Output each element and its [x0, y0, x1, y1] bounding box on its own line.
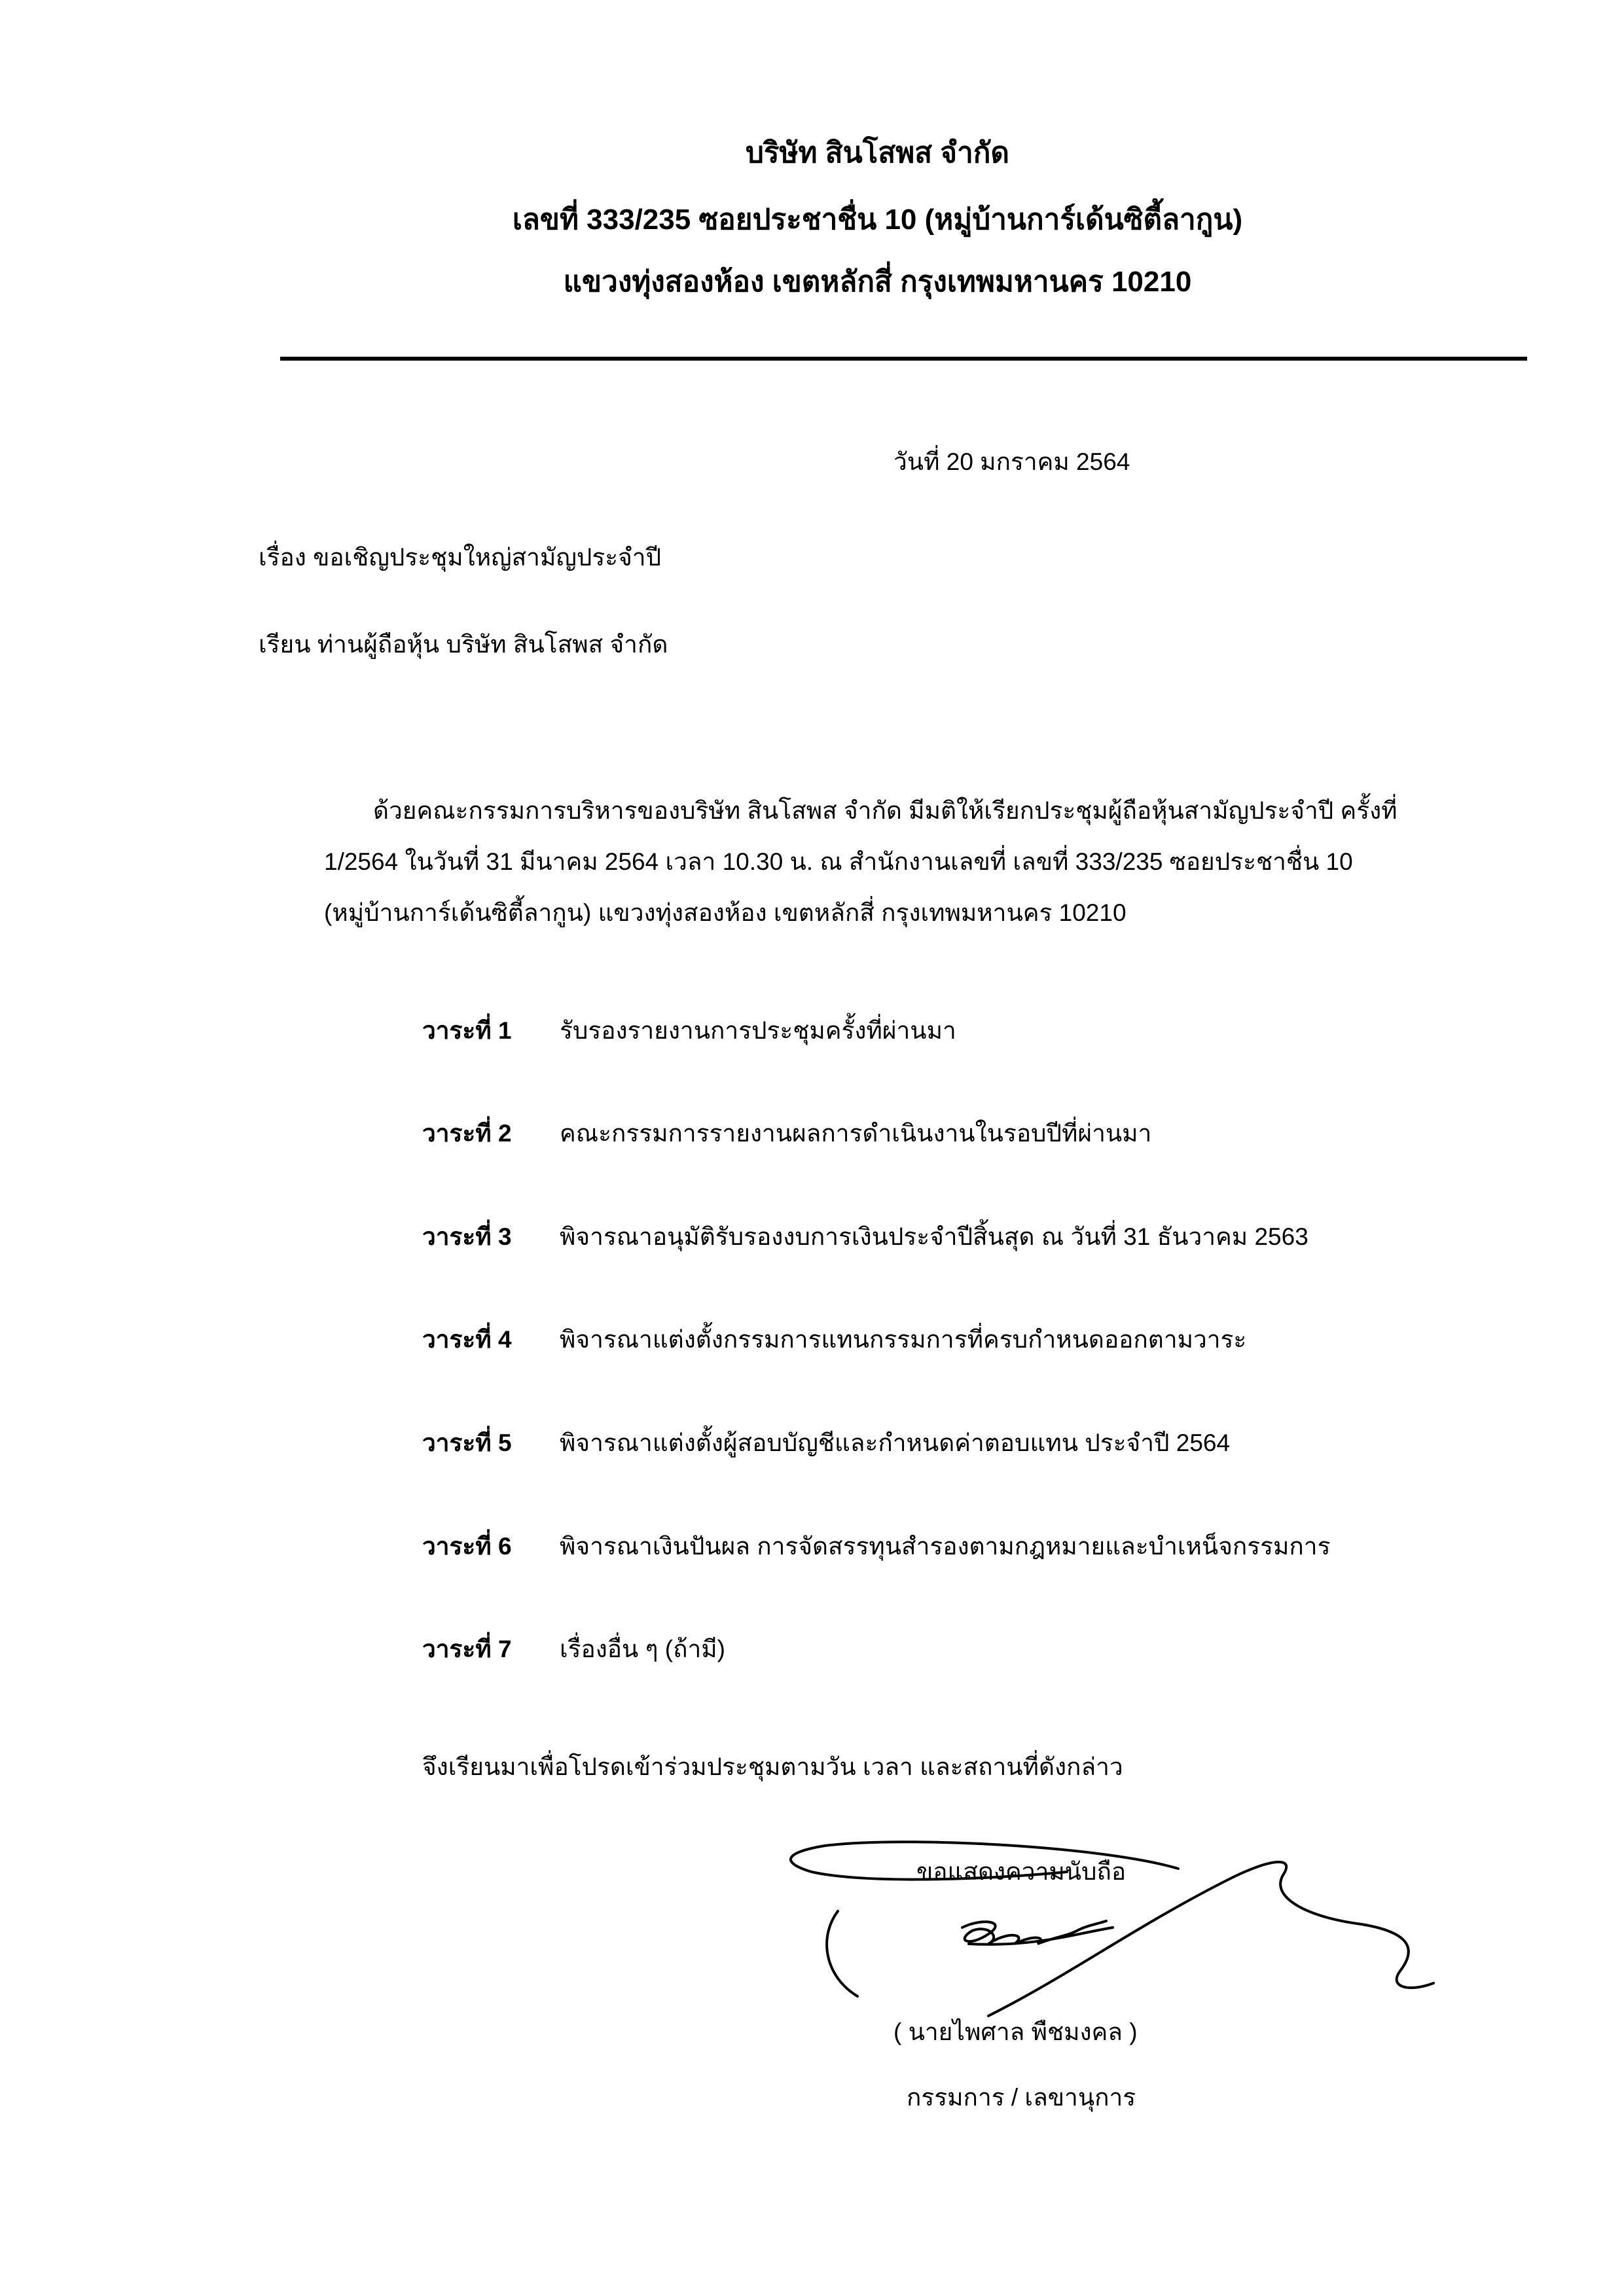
agenda-text: เรื่องอื่น ๆ (ถ้ามี)	[560, 1636, 725, 1662]
agenda-number: วาระที่ 1	[422, 1017, 512, 1044]
company-name: บริษัท สินโสพส จำกัด	[745, 137, 1009, 169]
agenda-text: พิจารณาเงินปันผล การจัดสรรทุนสำรองตามกฎหมายและบำเหน็จกรรมการ	[560, 1533, 1331, 1560]
letter-subject: เรื่อง ขอเชิญประชุมใหญ่สามัญประจำปี	[259, 544, 662, 571]
agenda-number: วาระที่ 5	[422, 1429, 512, 1456]
signer-name: ( นายไพศาล พืชมงคล )	[893, 2018, 1138, 2045]
agenda-number: วาระที่ 4	[422, 1326, 512, 1353]
letter-recipient: เรียน ท่านผู้ถือหุ้น บริษัท สินโสพส จำกัด	[259, 631, 668, 658]
letter-date: วันที่ 20 มกราคม 2564	[893, 448, 1130, 475]
agenda-item-3	[422, 1217, 1308, 1256]
closing-line: จึงเรียนมาเพื่อโปรดเข้าร่วมประชุมตามวัน เวลา และสถานที่ดังกล่าว	[422, 1753, 1123, 1780]
agenda-item-6	[422, 1527, 1330, 1566]
agenda-number: วาระที่ 7	[422, 1636, 512, 1662]
handwritten-signature	[772, 1806, 1460, 2022]
signer-title: กรรมการ / เลขานุการ	[907, 2084, 1136, 2111]
agenda-text: พิจารณาอนุมัติรับรองงบการเงินประจำปีสิ้นสุด ณ วันที่ 31 ธันวาคม 2563	[560, 1223, 1308, 1250]
company-address-line-1: เลขที่ 333/235 ซอยประชาชื่น 10 (หมู่บ้านการ์เด้นซิตี้ลากูน)	[512, 204, 1243, 236]
agenda-item-1	[422, 1011, 956, 1050]
agenda-number: วาระที่ 6	[422, 1533, 512, 1560]
agenda-number: วาระที่ 2	[422, 1120, 512, 1147]
regards-line: ขอแสดงความนับถือ	[916, 1858, 1127, 1885]
body-line-2: 1/2564 ในวันที่ 31 มีนาคม 2564 เวลา 10.30 น. ณ สำนักงานเลขที่ เลขที่ 333/235 ซอยประชาชื่น 10	[324, 848, 1353, 875]
agenda-item-4	[422, 1320, 1246, 1359]
agenda-text: รับรองรายงานการประชุมครั้งที่ผ่านมา	[560, 1017, 956, 1044]
body-paragraph	[324, 785, 1555, 939]
agenda-item-7	[422, 1630, 725, 1668]
agenda-text: พิจารณาแต่งตั้งกรรมการแทนกรรมการที่ครบกำหนดออกตามวาระ	[560, 1326, 1247, 1353]
agenda-item-5	[422, 1424, 1230, 1462]
agenda-item-2	[422, 1114, 1151, 1153]
agenda-text: พิจารณาแต่งตั้งผู้สอบบัญชีและกำหนดค่าตอบแทน ประจำปี 2564	[560, 1429, 1231, 1456]
agenda-number: วาระที่ 3	[422, 1223, 512, 1250]
agenda-text: คณะกรรมการรายงานผลการดำเนินงานในรอบปีที่ผ่านมา	[560, 1120, 1152, 1147]
header-divider	[280, 357, 1527, 361]
body-line-1: ด้วยคณะกรรมการบริหารของบริษัท สินโสพส จำกัด มีมติให้เรียกประชุมผู้ถือหุ้นสามัญประจำปี ครั้งที่	[373, 797, 1398, 824]
body-line-3: (หมู่บ้านการ์เด้นซิตี้ลากูน) แขวงทุ่งสองห้อง เขตหลักสี่ กรุงเทพมหานคร 10210	[324, 899, 1127, 926]
company-address-line-2: แขวงทุ่งสองห้อง เขตหลักสี่ กรุงเทพมหานคร 10210	[563, 266, 1192, 298]
